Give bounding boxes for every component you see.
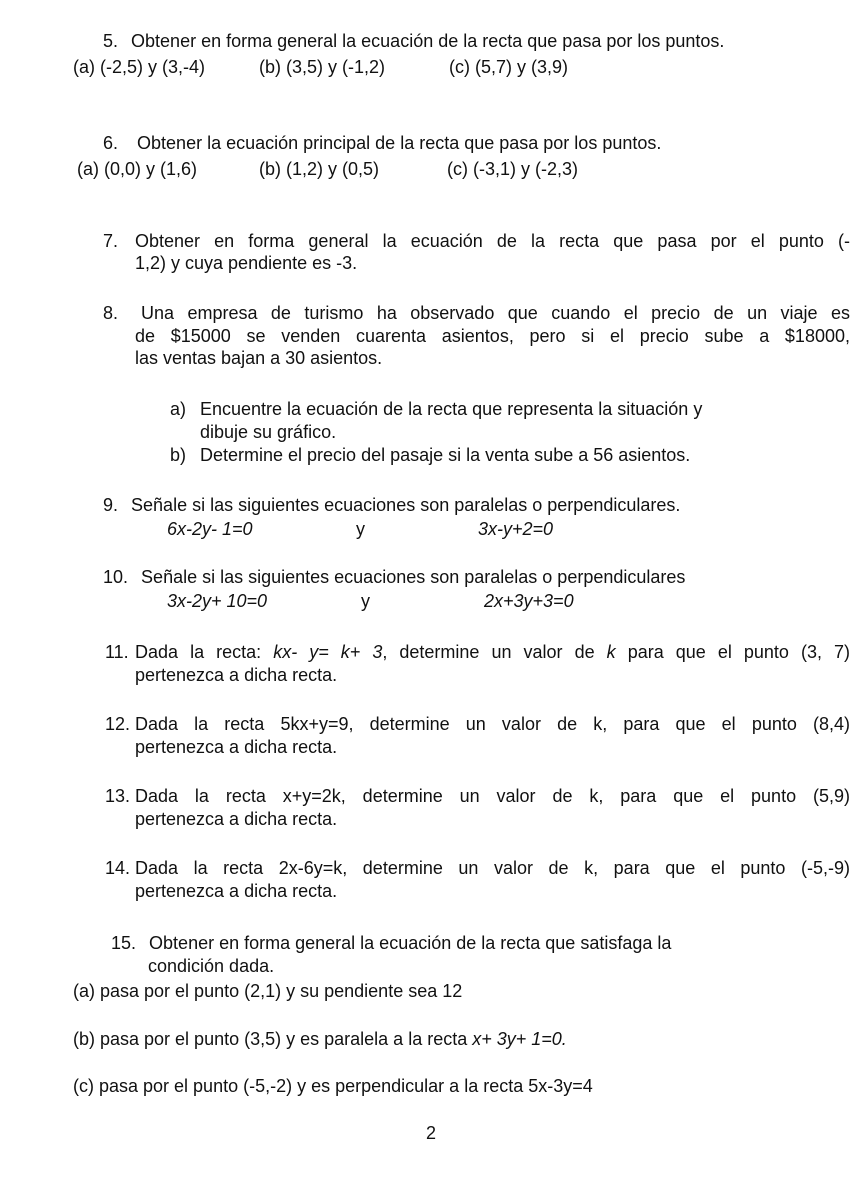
q5-option-c: (c) (5,7) y (3,9)	[449, 57, 569, 77]
q7-number: 7.	[103, 231, 119, 251]
q8-a-line-2: dibuje su gráfico.	[200, 422, 337, 442]
q5-number: 5.	[103, 31, 119, 51]
q9-number: 9.	[103, 495, 119, 515]
q6-text: Obtener la ecuación principal de la recta que pasa por los puntos.	[137, 133, 662, 153]
q8-b-line-1: Determine el precio del pasaje si la venta sube a 56 asientos.	[200, 445, 691, 465]
q15-line-1: Obtener en forma general la ecuación de la recta que satisfaga la	[149, 933, 672, 953]
q11-text-b: , determine un valor de	[382, 642, 607, 662]
q13-number: 13.	[105, 786, 131, 806]
q10-conjunction: y	[361, 591, 370, 611]
q9-equation-1: 6x-2y- 1=0	[167, 519, 253, 539]
q8-a-label: a)	[170, 399, 187, 419]
q15-option-c: (c) pasa por el punto (-5,-2) y es perpendicular a la recta 5x-3y=4	[73, 1076, 593, 1096]
q5-text: Obtener en forma general la ecuación de la recta que pasa por los puntos.	[131, 31, 725, 51]
q5-heading	[103, 30, 724, 53]
q15-heading	[111, 932, 671, 955]
q11-equation: kx- y= k+ 3	[273, 642, 383, 662]
q11-text-a: Dada la recta:	[135, 642, 274, 662]
q13-line-1: Dada la recta x+y=2k, determine un valor de k, para que el punto (5,9)	[135, 786, 850, 806]
q11-text-c: para que el punto	[615, 642, 801, 662]
q8-b-label: b)	[170, 445, 187, 465]
q11-number: 11.	[105, 642, 129, 662]
q8-number: 8.	[103, 303, 119, 323]
q10-text: Señale si las siguientes ecuaciones son paralelas o perpendiculares	[141, 567, 686, 587]
q13-line-2: pertenezca a dicha recta.	[135, 809, 338, 829]
q12-line-1: Dada la recta 5kx+y=9, determine un valor de k, para que el punto (8,4)	[135, 714, 850, 734]
q15-option-b	[73, 1028, 567, 1051]
q6-option-b: (b) (1,2) y (0,5)	[259, 159, 380, 179]
q14-number: 14.	[105, 858, 131, 878]
q8-a-line-1: Encuentre la ecuación de la recta que representa la situación y	[200, 399, 703, 419]
page-number: 2	[425, 1123, 436, 1143]
q14-line-2: pertenezca a dicha recta.	[135, 881, 338, 901]
q10-number: 10.	[103, 567, 129, 587]
q6-option-c: (c) (-3,1) y (-2,3)	[447, 159, 579, 179]
q11-point: (3, 7)	[800, 642, 851, 662]
q15-line-2: condición dada.	[148, 956, 275, 976]
q11-k: k	[606, 642, 616, 662]
q11-line-1	[135, 641, 850, 664]
q15-number: 15.	[111, 933, 137, 953]
q6-heading	[103, 132, 661, 155]
q15-option-a: (a) pasa por el punto (2,1) y su pendiente sea 12	[73, 981, 463, 1001]
q5-option-a: (a) (-2,5) y (3,-4)	[73, 57, 206, 77]
q8-line-2: de $15000 se venden cuarenta asientos, pero si el precio sube a $18000,	[135, 326, 850, 346]
q12-number: 12.	[105, 714, 131, 734]
q10-equation-2: 2x+3y+3=0	[484, 591, 574, 611]
q11-line-2: pertenezca a dicha recta.	[135, 665, 338, 685]
q7-line-2: 1,2) y cuya pendiente es -3.	[135, 253, 358, 273]
q8-line-3: las ventas bajan a 30 asientos.	[135, 348, 383, 368]
q5-option-b: (b) (3,5) y (-1,2)	[259, 57, 386, 77]
q9-heading	[103, 494, 680, 517]
q6-option-a: (a) (0,0) y (1,6)	[77, 159, 198, 179]
q15-option-b-equation: x+ 3y+ 1=0.	[472, 1029, 567, 1049]
q9-equation-2: 3x-y+2=0	[478, 519, 554, 539]
q9-text: Señale si las siguientes ecuaciones son paralelas o perpendiculares.	[131, 495, 681, 515]
q12-line-2: pertenezca a dicha recta.	[135, 737, 338, 757]
q7-line-1: Obtener en forma general la ecuación de la recta que pasa por el punto (-	[135, 231, 850, 251]
q15-option-b-text: (b) pasa por el punto (3,5) y es paralela a la recta	[73, 1029, 473, 1049]
q10-equation-1: 3x-2y+ 10=0	[167, 591, 268, 611]
q10-heading	[103, 566, 685, 589]
q8-line-1: Una empresa de turismo ha observado que cuando el precio de un viaje es	[141, 303, 850, 323]
q6-number: 6.	[103, 133, 119, 153]
q9-conjunction: y	[356, 519, 365, 539]
q14-line-1: Dada la recta 2x-6y=k, determine un valor de k, para que el punto (-5,-9)	[135, 858, 850, 878]
